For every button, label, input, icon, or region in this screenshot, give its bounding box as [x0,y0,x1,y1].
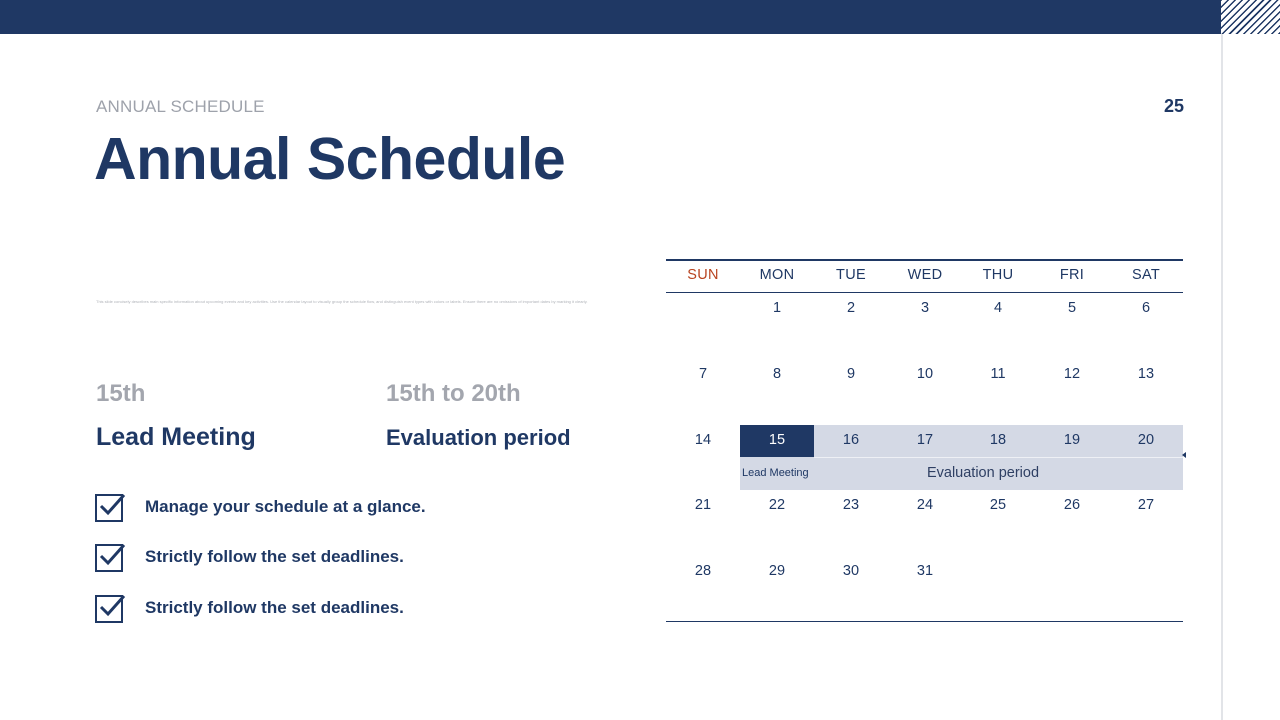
calendar-day: 4 [993,300,1003,316]
description-text: This slide concisely describes main specific information about upcoming events and key activities. Use the calendar layout to visually group the schedule flow, and distinguish event types with colors or labels. Ensure there are no omissions of important dates by marking it clearly. [96,299,588,304]
page-title: Annual Schedule [94,126,566,192]
checklist-item [95,492,426,522]
calendar-day: 24 [916,497,934,513]
page-number: 25 [1163,96,1184,116]
highlight-divider [814,457,1183,458]
weekday-header-sat: SAT [1131,267,1161,283]
checkbox-checked-icon [95,542,126,572]
calendar-day: 25 [989,497,1007,513]
calendar-day: 2 [846,300,856,316]
weekday-header-thu: THU [982,267,1014,283]
calendar-day: 6 [1141,300,1151,316]
weekday-header-fri: FRI [1059,267,1085,283]
calendar-day: 3 [920,300,930,316]
top-banner [0,0,1221,34]
calendar-header-rule [666,292,1183,293]
event-name-lead-meeting: Lead Meeting [96,423,256,451]
calendar-day: 11 [990,366,1006,382]
event-date-lead-meeting: 15th [96,380,146,407]
calendar-top-rule [666,259,1183,261]
calendar-day: 27 [1137,497,1155,513]
calendar-day: 31 [916,563,934,579]
calendar-day: 28 [694,563,712,579]
weekday-header-wed: WED [907,267,943,283]
calendar-day: 29 [768,563,786,579]
event-date-evaluation-period: 15th to 20th [386,380,521,407]
calendar-day: 14 [694,432,712,448]
weekday-header-mon: MON [759,267,795,283]
checklist-text: Manage your schedule at a glance. [145,497,426,516]
checklist-text: Strictly follow the set deadlines. [145,547,404,566]
calendar-day: 7 [698,366,708,382]
calendar-day: 20 [1137,432,1155,448]
calendar-day: 16 [842,432,860,448]
hatch-decoration [1221,0,1280,34]
lead-meeting-caption: Lead Meeting [742,467,809,479]
checkbox-checked-icon [95,492,126,522]
calendar-day: 13 [1137,366,1155,382]
calendar-day: 19 [1063,432,1081,448]
calendar-day: 15 [768,432,786,448]
calendar-day: 17 [916,432,934,448]
calendar-day: 12 [1063,366,1081,382]
evaluation-period-caption: Evaluation period [926,465,1040,481]
calendar-day: 21 [694,497,712,513]
weekday-header-tue: TUE [836,267,866,283]
calendar-day: 23 [842,497,860,513]
checkbox-checked-icon [95,593,126,623]
calendar-day: 10 [916,366,934,382]
calendar-day: 18 [989,432,1007,448]
calendar-day: 1 [772,300,782,316]
calendar-day: 5 [1067,300,1077,316]
right-border-line [1221,34,1223,720]
calendar-day: 8 [772,366,782,382]
calendar-day: 9 [846,366,856,382]
weekday-header-sun: SUN [687,267,719,283]
event-name-evaluation-period: Evaluation period [386,425,571,450]
checklist-item [95,593,404,623]
calendar-day: 22 [768,497,786,513]
calendar-day: 30 [842,563,860,579]
checklist-item [95,542,404,572]
calendar-day: 26 [1063,497,1081,513]
section-label: ANNUAL SCHEDULE [96,97,265,116]
calendar-bottom-rule [666,621,1183,622]
checklist-text: Strictly follow the set deadlines. [145,598,404,617]
